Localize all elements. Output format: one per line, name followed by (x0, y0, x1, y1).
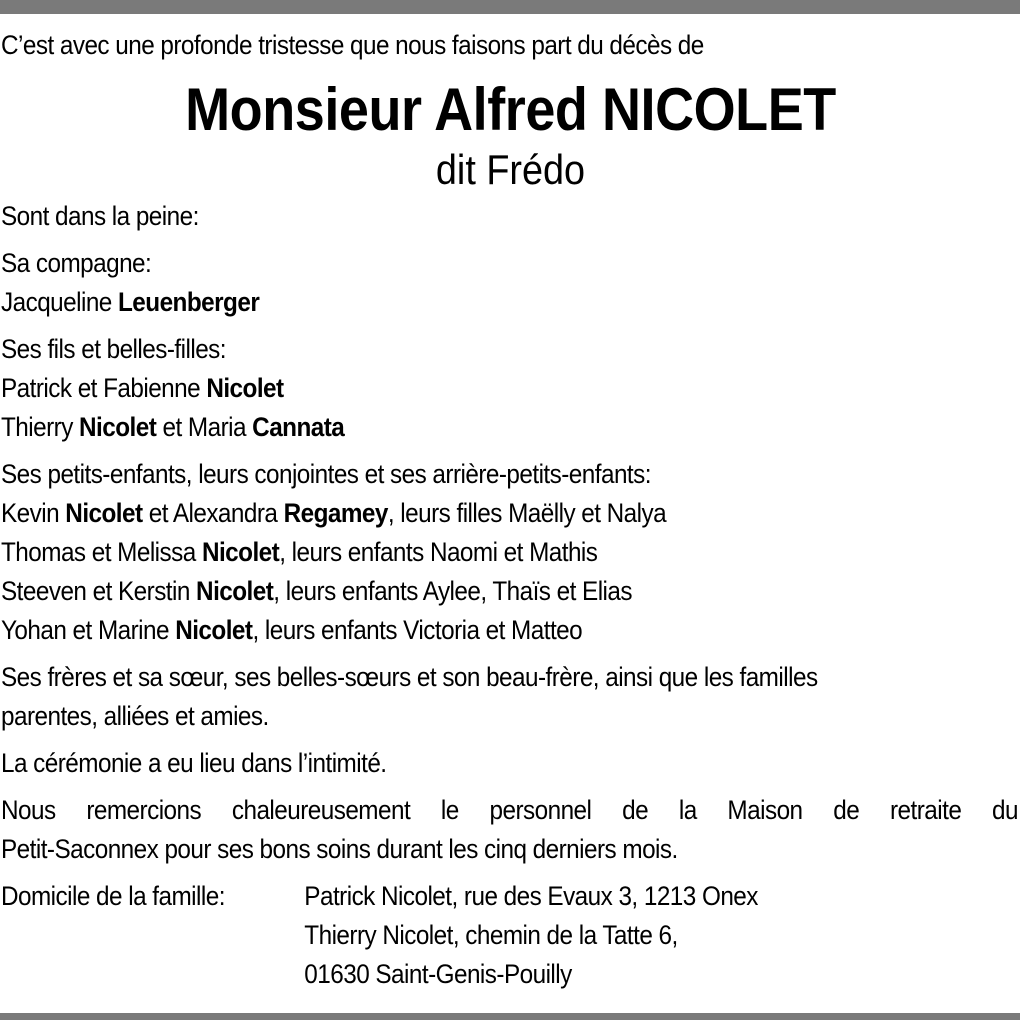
great-grandchildren: , leurs enfants Victoria et Matteo (252, 615, 583, 645)
sons-heading: Ses fils et belles-filles: (1, 334, 226, 364)
ceremony-text: La cérémonie a eu lieu dans l’intimité. (1, 748, 387, 778)
son-1-first: Patrick et Fabienne (1, 373, 207, 403)
domicile-line-2: Thierry Nicolet, chemin de la Tatte 6, (304, 920, 678, 950)
son-2-partner-first: et Maria (156, 412, 253, 442)
son-2-first: Thierry (1, 412, 80, 442)
grandchild-name: Kevin (1, 498, 66, 528)
great-grandchildren: , leurs enfants Naomi et Mathis (279, 537, 598, 567)
son-line-2 (1, 408, 1018, 447)
grandchild-name: Steeven et Kerstin (1, 576, 197, 606)
nickname: dit Frédo (435, 146, 586, 193)
thanks-line-2: Petit-Saconnex pour ses bons soins durant les cinq derniers mois. (1, 834, 678, 864)
siblings-section (1, 658, 1020, 736)
top-rule (0, 0, 1020, 14)
bottom-rule (0, 1013, 1020, 1020)
grandchild-surname: Nicolet (201, 537, 280, 567)
thanks-line-1: Nous remercions chaleureusement le personnel de la Maison de retraite du (1, 795, 1018, 825)
partner-first-name: Jacqueline (1, 287, 118, 317)
sons-section (1, 330, 1020, 447)
domicile-section (1, 877, 1018, 994)
grandchild-name: Yohan et Marine (1, 615, 176, 645)
partner-name (1, 283, 1018, 322)
partner-last-name: Leuenberger (118, 287, 260, 317)
son-2-partner-last: Cannata (252, 412, 345, 442)
great-grandchildren: , leurs filles Maëlly et Nalya (387, 498, 667, 528)
son-1-last: Nicolet (206, 373, 284, 403)
great-grandchildren: , leurs enfants Aylee, Thaïs et Elias (273, 576, 632, 606)
partner-heading: Sa compagne: (1, 248, 152, 278)
list-item (1, 572, 1018, 611)
domicile-line-1: Patrick Nicolet, rue des Evaux 3, 1213 Onex (304, 881, 758, 911)
grandchild-surname: Nicolet (175, 615, 253, 645)
grandchild-name: Thomas et Melissa (1, 537, 202, 567)
intro-text: C’est avec une profonde tristesse que nous faisons part du décès de (1, 30, 704, 60)
mourners-heading: Sont dans la peine: (1, 201, 199, 231)
list-item (1, 611, 1018, 650)
domicile-address (304, 877, 1018, 994)
grandchildren-heading: Ses petits-enfants, leurs conjointes et ses arrière-petits-enfants: (1, 459, 651, 489)
grandchild-partner-name: et Alexandra (142, 498, 284, 528)
siblings-line-2: parentes, alliées et amies. (1, 701, 269, 731)
list-item (1, 494, 1018, 533)
grandchild-surname: Nicolet (196, 576, 274, 606)
domicile-line-3: 01630 Saint-Genis-Pouilly (304, 959, 572, 989)
thanks-section (1, 791, 1020, 869)
grandchild-surname: Nicolet (65, 498, 143, 528)
list-item (1, 533, 1018, 572)
deceased-name: Monsieur Alfred NICOLET (185, 76, 836, 143)
grandchildren-section (1, 455, 1020, 650)
son-2-last: Nicolet (79, 412, 157, 442)
siblings-line-1: Ses frères et sa sœur, ses belles-sœurs et son beau-frère, ainsi que les familles (1, 662, 818, 692)
son-line-1 (1, 369, 1018, 408)
partner-section (1, 244, 1020, 322)
obituary-notice (1, 24, 1020, 994)
domicile-label: Domicile de la famille: (1, 881, 225, 911)
grandchild-partner-surname: Regamey (283, 498, 388, 528)
